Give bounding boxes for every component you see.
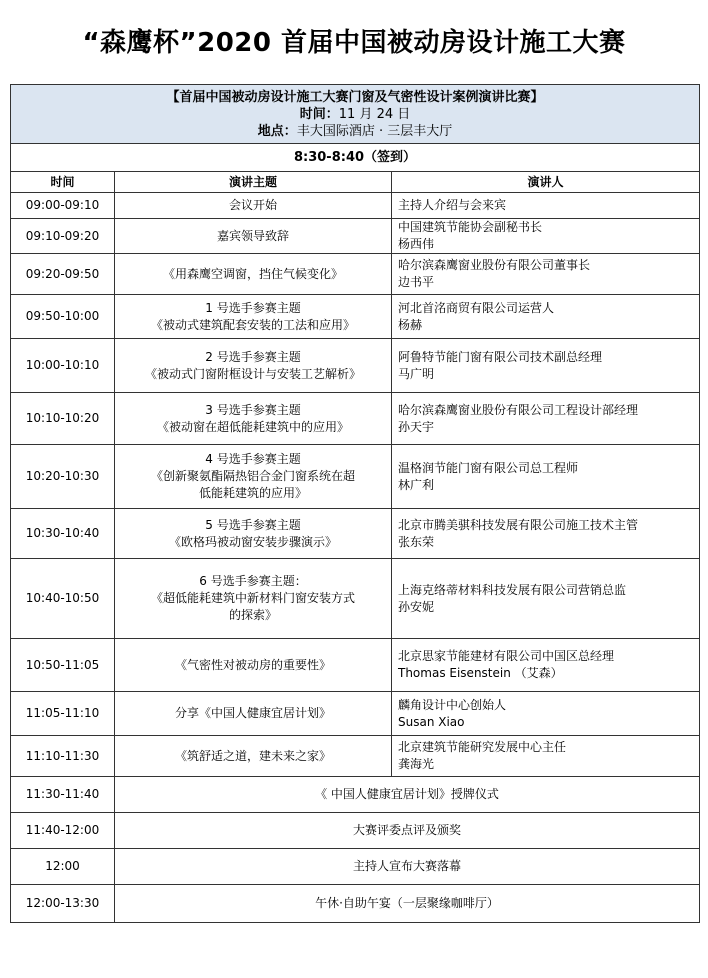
speaker-line: 温格润节能门窗有限公司总工程师 <box>398 460 579 475</box>
topic-line: 会议开始 <box>228 198 277 212</box>
topic-line: 《用森鹰空调窗，挡住气候变化》 <box>162 266 343 281</box>
time-cell: 09:50-10:00 <box>11 295 115 339</box>
time-cell: 10:10-10:20 <box>11 393 115 445</box>
topic-cell <box>115 219 392 254</box>
topic-line: 5 号选手参赛主题 <box>205 517 301 532</box>
table-row <box>11 885 700 923</box>
speaker-line: 北京市腾美骐科技发展有限公司施工技术主管 <box>398 517 639 532</box>
time-cell: 09:00-09:10 <box>11 193 115 219</box>
table-row <box>11 559 700 639</box>
time-cell: 11:05-11:10 <box>11 692 115 736</box>
table-row <box>11 777 700 813</box>
time-cell: 12:00 <box>11 849 115 885</box>
speaker-cell <box>392 219 700 254</box>
speaker-line: 哈尔滨森鹰窗业股份有限公司董事长 <box>398 258 591 272</box>
event-place <box>11 123 699 140</box>
column-header-row <box>11 172 700 193</box>
speaker-line: 阿鲁特节能门窗有限公司技术副总经理 <box>398 349 603 364</box>
column-header-speaker: 演讲人 <box>392 172 700 193</box>
table-row <box>11 736 700 777</box>
topic-line: 《欧格玛被动窗安装步骤演示》 <box>168 534 337 549</box>
table-row <box>11 339 700 393</box>
place-label: 地点： <box>257 124 297 139</box>
speaker-line: 北京思家节能建材有限公司中国区总经理 <box>398 649 615 663</box>
speaker-line: 马广明 <box>398 366 435 381</box>
speaker-line: 北京建筑节能研究发展中心主任 <box>398 740 567 754</box>
speaker-cell <box>392 193 700 219</box>
time-cell: 10:40-10:50 <box>11 559 115 639</box>
speaker-cell <box>392 393 700 445</box>
topic-line: 低能耗建筑的应用》 <box>198 486 307 500</box>
place-value: 丰大国际酒店 · 三层丰大厅 <box>296 124 453 139</box>
speaker-cell <box>392 509 700 559</box>
time-cell: 10:30-10:40 <box>11 509 115 559</box>
topic-cell <box>115 639 392 692</box>
time-value: 11 月 24 日 <box>338 107 411 122</box>
speaker-line: 孙天宇 <box>398 419 435 434</box>
table-row <box>11 254 700 295</box>
speaker-line: 杨赫 <box>398 317 423 332</box>
topic-line: 《被动式门窗附框设计与安装工艺解析》 <box>144 366 361 381</box>
speaker-line: 林广利 <box>398 477 435 492</box>
column-header-topic: 演讲主题 <box>115 172 392 193</box>
schedule-rows <box>11 193 700 777</box>
topic-line: 的探索》 <box>228 608 277 622</box>
agenda-item-cell: 《 中国人健康宜居计划》授牌仪式 <box>115 777 700 813</box>
time-cell: 11:30-11:40 <box>11 777 115 813</box>
table-row <box>11 445 700 509</box>
time-cell: 10:50-11:05 <box>11 639 115 692</box>
speaker-line: 上海克络蒂材料科技发展有限公司营销总监 <box>398 582 627 597</box>
sign-in-cell: 8:30-8:40（签到） <box>11 144 700 172</box>
topic-cell <box>115 339 392 393</box>
schedule-span-rows <box>11 777 700 923</box>
topic-line: 6 号选手参赛主题： <box>199 574 307 588</box>
topic-cell <box>115 254 392 295</box>
table-row <box>11 692 700 736</box>
topic-line: 1 号选手参赛主题 <box>205 300 301 315</box>
table-row <box>11 219 700 254</box>
topic-line: 《超低能耗建筑中新材料门窗安装方式 <box>150 591 355 605</box>
table-row <box>11 509 700 559</box>
schedule-table <box>10 84 700 923</box>
speaker-line: Thomas Eisenstein （艾森） <box>398 666 563 680</box>
topic-cell <box>115 445 392 509</box>
topic-line: 嘉宾领导致辞 <box>216 228 289 243</box>
topic-line: 《创新聚氨酯隔热铝合金门窗系统在超 <box>150 469 355 483</box>
table-row <box>11 295 700 339</box>
agenda-item-cell: 大赛评委点评及颁奖 <box>115 813 700 849</box>
time-cell: 11:10-11:30 <box>11 736 115 777</box>
speaker-line: 哈尔滨森鹰窗业股份有限公司工程设计部经理 <box>398 402 639 417</box>
speaker-line: 麟角设计中心创始人 <box>398 697 507 712</box>
topic-cell <box>115 393 392 445</box>
speaker-cell <box>392 445 700 509</box>
speaker-line: 中国建筑节能协会副秘书长 <box>398 220 543 234</box>
time-cell: 09:20-09:50 <box>11 254 115 295</box>
speaker-cell <box>392 339 700 393</box>
topic-line: 4 号选手参赛主题 <box>205 452 301 466</box>
column-header-time: 时间 <box>11 172 115 193</box>
topic-cell <box>115 193 392 219</box>
table-row <box>11 193 700 219</box>
time-cell: 09:10-09:20 <box>11 219 115 254</box>
speaker-line: 龚海光 <box>398 757 435 771</box>
topic-cell <box>115 509 392 559</box>
speaker-cell <box>392 692 700 736</box>
speaker-cell <box>392 254 700 295</box>
event-header <box>11 85 700 144</box>
topic-line: 分享《中国人健康宜居计划》 <box>174 706 331 720</box>
topic-line: 3 号选手参赛主题 <box>205 402 301 417</box>
speaker-line: 杨西伟 <box>398 237 435 251</box>
topic-line: 《被动式建筑配套安装的工法和应用》 <box>150 317 355 332</box>
speaker-line: 边书平 <box>398 275 435 289</box>
time-cell: 10:00-10:10 <box>11 339 115 393</box>
table-row <box>11 849 700 885</box>
topic-line: 《被动窗在超低能耗建筑中的应用》 <box>156 419 349 434</box>
topic-cell <box>115 559 392 639</box>
sign-in-row <box>11 144 700 172</box>
speaker-cell <box>392 295 700 339</box>
speaker-cell <box>392 639 700 692</box>
speaker-cell <box>392 559 700 639</box>
agenda-item-cell: 主持人宣布大赛落幕 <box>115 849 700 885</box>
page-title: “森鹰杯”2020 首届中国被动房设计施工大赛 <box>82 28 626 58</box>
speaker-cell <box>392 736 700 777</box>
time-label: 时间： <box>299 107 339 122</box>
speaker-line: 主持人介绍与会来宾 <box>398 198 507 212</box>
speaker-line: Susan Xiao <box>398 714 465 729</box>
event-header-row <box>11 85 700 144</box>
topic-line: 《气密性对被动房的重要性》 <box>174 657 331 672</box>
time-cell: 12:00-13:30 <box>11 885 115 923</box>
event-name: 【首届中国被动房设计施工大赛门窗及气密性设计案例演讲比赛】 <box>166 90 544 105</box>
speaker-line: 孙安妮 <box>398 599 435 614</box>
speaker-line: 张东荣 <box>398 534 435 549</box>
table-row <box>11 639 700 692</box>
table-row <box>11 393 700 445</box>
agenda-item-cell: 午休·自助午宴（一层聚缘咖啡厅） <box>115 885 700 923</box>
time-cell: 10:20-10:30 <box>11 445 115 509</box>
topic-cell <box>115 736 392 777</box>
speaker-line: 河北首洺商贸有限公司运营人 <box>398 300 555 315</box>
topic-line: 2 号选手参赛主题 <box>205 349 301 364</box>
topic-cell <box>115 295 392 339</box>
table-row <box>11 813 700 849</box>
time-cell: 11:40-12:00 <box>11 813 115 849</box>
topic-line: 《筑舒适之道，建未来之家》 <box>174 748 331 763</box>
topic-cell <box>115 692 392 736</box>
event-time <box>11 106 699 123</box>
